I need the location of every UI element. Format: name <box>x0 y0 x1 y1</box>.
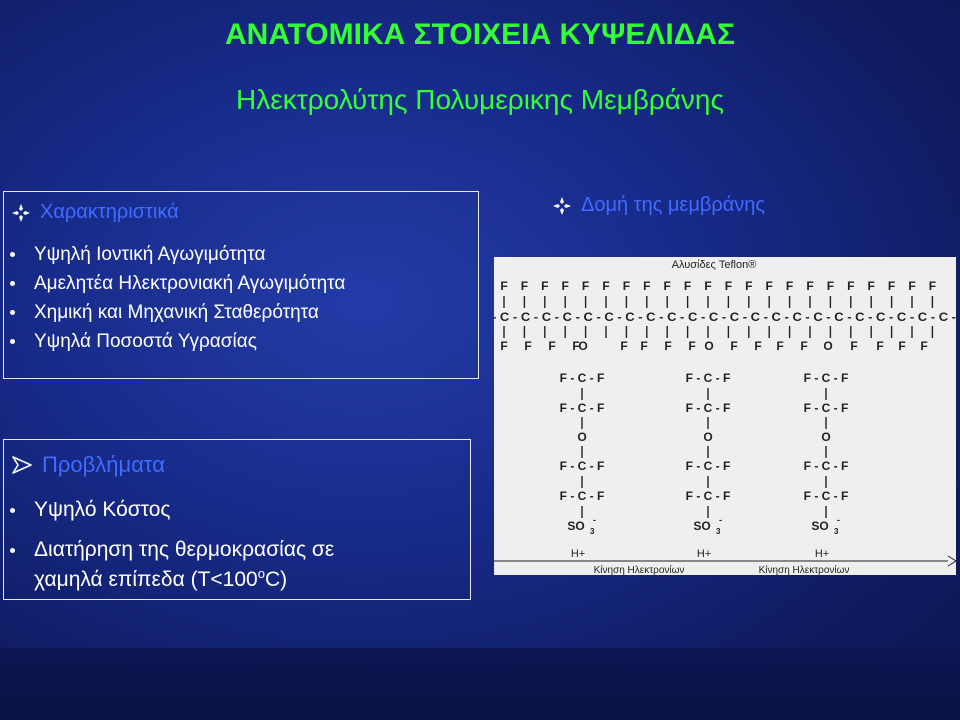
atom-label: F <box>898 339 906 353</box>
sulfonate-subscript: 3 <box>590 527 595 536</box>
side-cf-label: F - C - F <box>559 371 605 385</box>
atom-label: F <box>776 339 784 353</box>
side-cf-label: F - C - F <box>685 401 731 415</box>
atom-label: F <box>548 339 556 353</box>
structure-heading-label: Δομή της μεμβράνης <box>581 194 766 216</box>
oxygen-label: O <box>577 430 587 444</box>
atom-label: F <box>785 279 794 293</box>
side-chain-group <box>560 371 605 560</box>
atom-label: F <box>663 279 671 293</box>
atom-label: O <box>704 339 714 353</box>
sulfonate-charge: - <box>719 515 722 525</box>
atom-label: F <box>754 339 762 353</box>
atom-label: F <box>928 279 937 293</box>
atom-label: F <box>620 339 628 353</box>
atom-label: F <box>887 279 896 293</box>
atom-label: F <box>643 279 651 293</box>
slide-subtitle: Ηλεκτρολύτης Πολυμερικης Μεμβράνης <box>235 84 725 115</box>
proton-label: H+ <box>570 548 586 560</box>
atom-label: F <box>850 339 858 353</box>
atom-label: F <box>561 279 569 293</box>
list-item: Αμελητέα Ηλεκτρονιακή Αγωγιμότητα <box>4 269 345 298</box>
atom-label: F <box>500 339 508 353</box>
backbone-bonds-top <box>504 296 932 308</box>
atom-label: F <box>724 279 733 293</box>
side-chains <box>560 371 850 575</box>
atom-label: F <box>602 279 610 293</box>
list-item: Διατήρηση της θερμοκρασίας σε χαμηλά επίπεδα $(T<100^oC)$ <box>4 538 334 592</box>
bullet-dot-icon <box>10 281 15 286</box>
side-cf-label: F - C - F <box>559 459 605 473</box>
list-item: Υψηλό Κόστος <box>4 498 334 522</box>
atom-label: F <box>704 279 712 293</box>
characteristics-list <box>4 240 345 356</box>
atom-label: F <box>745 279 753 293</box>
backbone-bottom-atoms <box>500 339 927 353</box>
atom-label: F <box>541 279 549 293</box>
atom-label: F <box>500 279 508 293</box>
bullet-dot-icon <box>10 548 15 553</box>
side-cf-label: F - C - F <box>685 371 731 385</box>
problems-heading-label: Προβλήματα <box>42 452 166 477</box>
bullet-dot-icon <box>10 310 15 315</box>
backbone-bonds-bottom <box>504 326 932 338</box>
teflon-chain-label: Αλυσίδες Teflon® <box>671 259 757 271</box>
atom-label: F <box>908 279 916 293</box>
problems-list <box>4 498 334 608</box>
atom-label: O <box>823 339 833 353</box>
atom-label: O <box>578 339 588 353</box>
atom-label: F <box>683 279 692 293</box>
sulfonate-label: SO <box>693 519 711 533</box>
list-item: Υψηλή Ιοντική Αγωγιμότητα <box>4 240 345 269</box>
atom-label: F <box>876 339 884 353</box>
backbone-chain: - C - C - C - C - C - C - C - C - C - C - C - C - C - C - C - C - C - C - C - C - C - C - <box>494 310 956 324</box>
side-cf-label: F - C - F <box>559 489 605 503</box>
proton-label: H+ <box>696 548 712 560</box>
atom-label: F <box>622 279 631 293</box>
characteristics-box <box>3 191 479 379</box>
side-chain-group <box>686 371 731 560</box>
atom-label: F <box>640 339 648 353</box>
sulfonate-charge: - <box>837 515 840 525</box>
problems-box <box>3 439 471 600</box>
backbone-top-atoms <box>500 279 936 293</box>
side-cf-label: F - C - F <box>803 371 849 385</box>
oxygen-label: O <box>821 430 831 444</box>
characteristics-heading-label: Χαρακτηριστικά <box>40 201 179 223</box>
diamond-bullet-icon <box>12 204 30 222</box>
diamond-bullet-icon <box>553 197 571 215</box>
sulfonate-label: SO <box>811 519 829 533</box>
electron-motion-label: Κίνηση Ηλεκτρονίων <box>758 565 850 575</box>
arrow-right-icon <box>948 556 956 566</box>
proton-motion-arrow <box>494 556 956 566</box>
sulfonate-subscript: 3 <box>716 527 721 536</box>
problems-heading <box>12 452 165 478</box>
sulfonate-label: SO <box>567 519 585 533</box>
side-cf-label: F - C - F <box>803 459 849 473</box>
atom-label: F <box>581 279 590 293</box>
atom-label: F <box>800 339 808 353</box>
bullet-dot-icon <box>10 508 15 513</box>
atom-label: F <box>847 279 855 293</box>
atom-label: F <box>920 339 928 353</box>
footer-band <box>0 648 960 720</box>
atom-label: F <box>664 339 672 353</box>
list-item: Χημική και Μηχανική Σταθερότητα <box>4 298 345 327</box>
structure-heading <box>553 194 765 217</box>
arrowhead-bullet-icon <box>12 456 32 474</box>
bullet-dot-icon <box>10 339 15 344</box>
slide-title: ΑΝΑΤΟΜΙΚΑ ΣΤΟΙΧΕΙΑ ΚΥΨΕΛΙΔΑΣ <box>225 18 735 51</box>
atom-label: F <box>520 279 529 293</box>
side-cf-label: F - C - F <box>803 401 849 415</box>
side-cf-label: F - C - F <box>559 401 605 415</box>
sulfonate-subscript: 3 <box>834 527 839 536</box>
membrane-structure-diagram <box>494 257 956 575</box>
atom-label: F <box>524 339 532 353</box>
bullet-dot-icon <box>10 252 15 257</box>
proton-label: H+ <box>814 548 830 560</box>
list-item: Υψηλά Ποσοστά Υγρασίας <box>4 327 345 356</box>
side-cf-label: F - C - F <box>685 459 731 473</box>
electron-motion-label: Κίνηση Ηλεκτρονίων <box>593 565 685 575</box>
oxygen-label: O <box>703 430 713 444</box>
atom-label: F <box>572 339 580 353</box>
side-cf-label: F - C - F <box>803 489 849 503</box>
side-cf-label: F - C - F <box>685 489 731 503</box>
atom-label: F <box>826 279 835 293</box>
side-chain-group <box>804 371 849 560</box>
atom-label: F <box>806 279 814 293</box>
atom-label: F <box>765 279 773 293</box>
sulfonate-charge: - <box>593 515 596 525</box>
membrane-structure-svg <box>494 257 956 575</box>
characteristics-heading <box>12 201 179 224</box>
atom-label: F <box>730 339 738 353</box>
atom-label: F <box>688 339 696 353</box>
atom-label: F <box>867 279 875 293</box>
